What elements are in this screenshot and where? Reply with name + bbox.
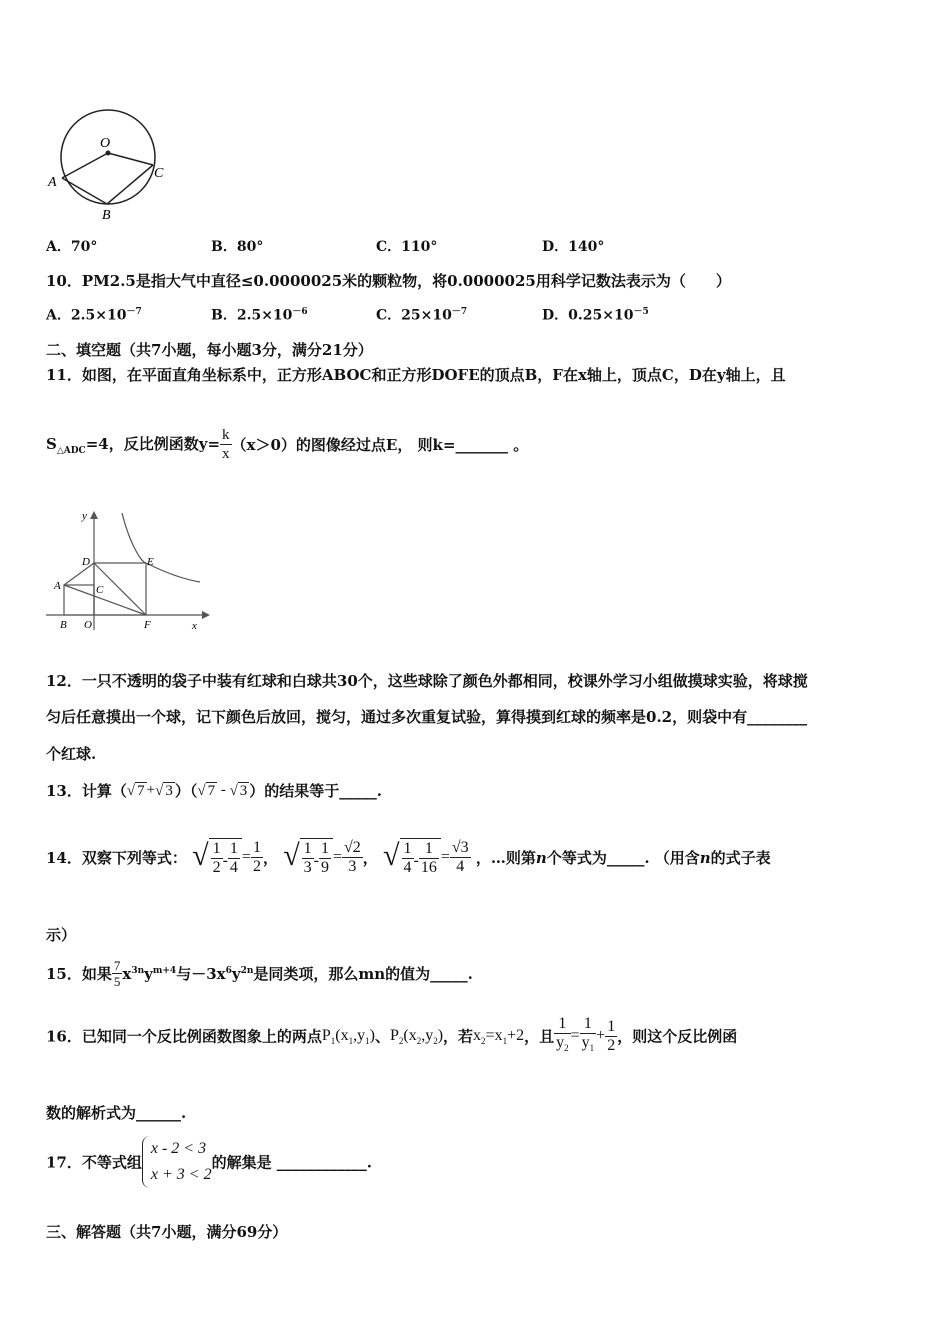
q14-expr-1: √ $\frac{1}{2}$ - $\frac{1}{4}$	[192, 838, 242, 877]
segment-af	[64, 585, 146, 615]
q14-expr-2: √ $\frac{1}{3}$ - $\frac{1}{9}$	[283, 838, 333, 877]
label-d: D	[82, 556, 90, 568]
q10-text: 10．PM2.5是指大气中直径≤0.0000025米的颗粒物，将0.0000025用科学记数法表示为（ ）	[46, 272, 731, 290]
segment-oa	[62, 153, 108, 178]
label-y: y	[82, 510, 87, 522]
label-o-coord: O	[84, 619, 92, 631]
segment-ab	[62, 178, 107, 204]
q16-text: 16．已知同一个反比例函数图象上的两点$P_1(x_1,y_1)$、$P_2(x_2,y_2)$，若$x_2=x_1+2$，且 $\frac{1}{y_2}$ = $\frac{1}{y_1}$ + $\frac{1}{2}$ ，则这个反比例函	[46, 1015, 738, 1054]
label-c: C	[154, 166, 164, 181]
hyperbola-curve	[122, 513, 200, 582]
label-a: A	[48, 175, 57, 190]
section-2-title: 二、填空题（共7小题，每小题3分，满分21分）	[46, 341, 373, 359]
square-aboc	[64, 585, 94, 615]
label-b-coord: B	[60, 619, 67, 631]
x-axis-arrow	[202, 611, 210, 619]
q14-expr-3: √ $\frac{1}{4}$ - $\frac{1}{16}$	[383, 838, 441, 877]
segment-oc	[108, 153, 153, 165]
q10-option-c: C．$25\times 10^{-7}$	[376, 307, 468, 324]
label-a-coord: A	[54, 580, 61, 592]
q9-option-a: A．70°	[46, 239, 98, 255]
q15-text: 15．如果 $\frac{7}{5}$ $x^{3n}y^{m+4}$与$-3x^6y^{2n}$是同类项，那么mn的值为_____.	[46, 958, 473, 989]
sqrt-3-b: √ 3	[229, 782, 248, 799]
sqrt-3-a: √ 3	[155, 782, 173, 799]
label-o: O	[100, 136, 111, 151]
coordinate-figure	[42, 505, 212, 635]
q13-text: 13．计算（√ 7 +√ 3 ）（√ 7 - √ 3 ）的结果等于_____.	[46, 782, 383, 800]
label-f: F	[144, 619, 151, 631]
q16-line2: 数的解析式为______.	[46, 1104, 187, 1122]
q14-text: 14．双察下列等式： √ $\frac{1}{2}$ - $\frac{1}{4}$ = $\frac{1}{2}$ ， √ $\frac{1}{3}$ - $\frac{1}{9}$ = $\frac{√2}{3}$ ， √ $\frac{1}{4}$ - $\frac{1}{16}$ = $\frac{√3}{4}$ ，…则第n个等式为_____. （用含n的式子表	[46, 838, 771, 876]
q12-line2: 匀后任意摸出一个球，记下颜色后放回，搅匀，通过多次重复试验，算得摸到红球的频率是0.2，则袋中有________	[46, 708, 808, 726]
label-e: E	[147, 556, 154, 568]
section-3-title: 三、解答题（共7小题，满分69分）	[46, 1223, 288, 1241]
q9-option-d: D．140°	[542, 239, 605, 255]
q11-k-over-x: $\frac{k}{x}$	[222, 427, 230, 462]
q10-option-d: D．$0.25\times 10^{-5}$	[542, 307, 649, 324]
y-axis-arrow	[90, 511, 98, 519]
inequality-system: x - 2 < 3 x + 3 < 2	[142, 1136, 212, 1188]
label-b: B	[102, 208, 111, 223]
sqrt-7-b: √ 7	[197, 782, 216, 799]
q14-line2: 示）	[46, 926, 77, 944]
q11-line1: 11．如图，在平面直角坐标系中，正方形ABOC和正方形DOFE的顶点B，F在x轴上，顶点C，D在y轴上，且	[46, 366, 786, 384]
label-x: x	[192, 620, 197, 632]
q10-option-b: B．$2.5\times 10^{-6}$	[211, 307, 308, 324]
label-c-coord: C	[96, 584, 104, 596]
circle-figure	[40, 95, 180, 225]
circle-outline	[61, 110, 155, 204]
q9-option-b: B．80°	[211, 239, 264, 255]
q12-line3: 个红球.	[46, 745, 97, 763]
q9-option-c: C．110°	[376, 239, 438, 255]
q10-option-a: A．$2.5\times 10^{-7}$	[46, 307, 142, 324]
q17-text: 17．不等式组 x - 2 < 3 x + 3 < 2 的解集是 ____________.	[46, 1136, 372, 1188]
sqrt-7-a: √ 7	[126, 782, 145, 799]
center-point	[106, 151, 111, 156]
q11-line2: $S_{\triangle ADC}=4$，反比例函数y= $\frac{k}{x}$ （x＞0）的图像经过点E， 则k=_______ 。	[46, 427, 529, 462]
q12-line1: 12．一只不透明的袋子中装有红球和白球共30个，这些球除了颜色外都相同，校课外学习小组做摸球实验，将球搅	[46, 672, 808, 690]
